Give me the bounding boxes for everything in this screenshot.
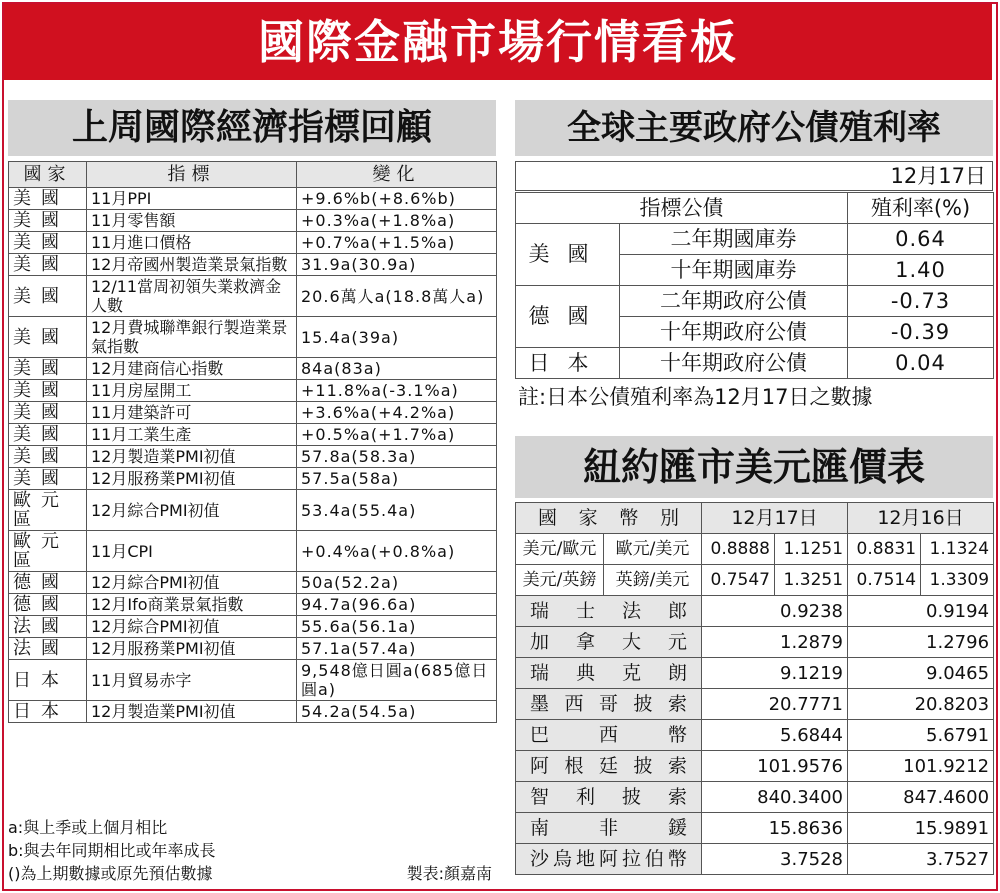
table-row: [9, 531, 497, 572]
row-indicator: 11月零售額: [87, 210, 297, 232]
row-indicator: 12月服務業PMI初值: [87, 638, 297, 660]
fx-value: 1.3309: [921, 565, 994, 596]
fx-value: 0.7547: [702, 565, 775, 596]
bond-yield: -0.39: [848, 317, 994, 348]
row-change: 84a(83a): [297, 358, 497, 380]
fx-rate-date1: 840.3400: [702, 782, 848, 813]
table-row: [9, 594, 497, 616]
fx-row: [516, 720, 994, 751]
fx-rate-date2: 20.8203: [848, 689, 994, 720]
fx-rate-date1: 101.9576: [702, 751, 848, 782]
fx-value: 1.1251: [775, 534, 848, 565]
table-row: [9, 572, 497, 594]
row-indicator: 12月綜合PMI初值: [87, 616, 297, 638]
row-change: 15.4a(39a): [297, 317, 497, 358]
fx-pair: 美元/歐元: [516, 534, 604, 565]
table-row: [9, 402, 497, 424]
row-change: 57.8a(58.3a): [297, 446, 497, 468]
bond-country: 日本: [516, 348, 620, 379]
row-country: 美國: [9, 254, 87, 276]
row-change: 20.6萬人a(18.8萬人a): [297, 276, 497, 317]
header-country: 國家: [9, 162, 87, 188]
row-country: 美國: [9, 380, 87, 402]
bond-header-row: [516, 193, 994, 224]
row-indicator: 11月PPI: [87, 188, 297, 210]
row-country: 法國: [9, 638, 87, 660]
row-indicator: 12月綜合PMI初值: [87, 490, 297, 531]
header-benchmark-bond: 指標公債: [516, 193, 848, 224]
row-indicator: 11月進口價格: [87, 232, 297, 254]
table-row: [9, 188, 497, 210]
row-indicator: 12月Ifo商業景氣指數: [87, 594, 297, 616]
bond-name: 十年期國庫券: [620, 255, 848, 286]
table-row: [9, 276, 497, 317]
table-row: [9, 490, 497, 531]
bond-name: 十年期政府公債: [620, 348, 848, 379]
header-yield: 殖利率(%): [848, 193, 994, 224]
table-row: [9, 701, 497, 723]
bond-yield: 0.64: [848, 224, 994, 255]
row-country: 歐元區: [9, 490, 87, 531]
footnote-a: a:與上季或上個月相比: [8, 818, 168, 837]
row-country: 法國: [9, 616, 87, 638]
table-row: [9, 660, 497, 701]
row-indicator: 11月工業生產: [87, 424, 297, 446]
row-country: 美國: [9, 446, 87, 468]
bond-country: 美國: [516, 224, 620, 286]
row-change: 31.9a(30.9a): [297, 254, 497, 276]
bond-name: 十年期政府公債: [620, 317, 848, 348]
fx-row: [516, 627, 994, 658]
table-row: [9, 616, 497, 638]
row-change: +0.5%a(+1.7%a): [297, 424, 497, 446]
fx-rate-date2: 15.9891: [848, 813, 994, 844]
bond-date: 12月17日: [515, 161, 993, 191]
fx-currency: 瑞 士 法 郎: [516, 596, 702, 627]
row-country: 美國: [9, 468, 87, 490]
row-indicator: 12月費城聯準銀行製造業景氣指數: [87, 317, 297, 358]
fx-currency: 加 拿 大 元: [516, 627, 702, 658]
table-row: [9, 638, 497, 660]
fx-rates-table: [515, 502, 994, 875]
row-country: 德國: [9, 594, 87, 616]
bond-yield: 1.40: [848, 255, 994, 286]
table-row: [9, 232, 497, 254]
table-row: [9, 424, 497, 446]
fx-rate-date1: 1.2879: [702, 627, 848, 658]
row-country: 美國: [9, 317, 87, 358]
fx-pair-row: [516, 534, 994, 565]
row-change: 53.4a(55.4a): [297, 490, 497, 531]
fx-row: [516, 844, 994, 875]
fx-currency: 南 非 鍰: [516, 813, 702, 844]
row-country: 美國: [9, 276, 87, 317]
bond-yield: 0.04: [848, 348, 994, 379]
bond-yields-table: [515, 192, 994, 379]
row-country: 美國: [9, 210, 87, 232]
table-row: [9, 358, 497, 380]
table-row: [9, 210, 497, 232]
economic-indicators-title: 上周國際經濟指標回顧: [8, 100, 496, 156]
fx-rate-date2: 5.6791: [848, 720, 994, 751]
row-country: 日本: [9, 701, 87, 723]
fx-pair-inverse: 歐元/美元: [604, 534, 702, 565]
fx-value: 1.1324: [921, 534, 994, 565]
fx-rate-date1: 9.1219: [702, 658, 848, 689]
fx-rate-date1: 0.9238: [702, 596, 848, 627]
fx-row: [516, 596, 994, 627]
row-country: 美國: [9, 358, 87, 380]
fx-currency: 墨 西 哥 披 索: [516, 689, 702, 720]
row-indicator: 12月服務業PMI初值: [87, 468, 297, 490]
fx-rate-date2: 9.0465: [848, 658, 994, 689]
row-change: +0.7%a(+1.5%a): [297, 232, 497, 254]
fx-rate-date2: 847.4600: [848, 782, 994, 813]
fx-currency: 智 利 披 索: [516, 782, 702, 813]
bond-name: 二年期國庫券: [620, 224, 848, 255]
fx-rate-date2: 0.9194: [848, 596, 994, 627]
header-date-1: 12月17日: [702, 503, 848, 534]
bond-row: [516, 348, 994, 379]
table-row: [9, 446, 497, 468]
row-indicator: 12月製造業PMI初值: [87, 446, 297, 468]
fx-pair: 美元/英鎊: [516, 565, 604, 596]
table-row: [9, 468, 497, 490]
row-change: +0.3%a(+1.8%a): [297, 210, 497, 232]
row-country: 美國: [9, 424, 87, 446]
fx-pair-inverse: 英鎊/美元: [604, 565, 702, 596]
row-indicator: 11月房屋開工: [87, 380, 297, 402]
footnote-paren: ()為上期數據或原先預估數據: [8, 864, 213, 883]
fx-row: [516, 689, 994, 720]
row-change: +0.4%a(+0.8%a): [297, 531, 497, 572]
footnote-b: b:與去年同期相比或年率成長: [8, 841, 216, 860]
row-change: +11.8%a(-3.1%a): [297, 380, 497, 402]
table-header-row: [9, 162, 497, 188]
fx-row: [516, 782, 994, 813]
fx-currency: 沙 烏 地 阿 拉 伯 幣: [516, 844, 702, 875]
row-country: 日本: [9, 660, 87, 701]
row-change: 55.6a(56.1a): [297, 616, 497, 638]
row-change: 50a(52.2a): [297, 572, 497, 594]
row-country: 美國: [9, 232, 87, 254]
fx-value: 0.8831: [848, 534, 921, 565]
fx-rate-date1: 20.7771: [702, 689, 848, 720]
row-indicator: 12月綜合PMI初值: [87, 572, 297, 594]
bond-row: [516, 224, 994, 255]
row-indicator: 12月建商信心指數: [87, 358, 297, 380]
fx-pair-row: [516, 565, 994, 596]
bond-country: 德國: [516, 286, 620, 348]
fx-rate-date1: 5.6844: [702, 720, 848, 751]
bond-row: [516, 286, 994, 317]
economic-indicators-table: [8, 161, 497, 723]
bond-yields-title: 全球主要政府公債殖利率: [515, 100, 993, 156]
row-change: 54.2a(54.5a): [297, 701, 497, 723]
fx-value: 1.3251: [775, 565, 848, 596]
row-indicator: 11月貿易赤字: [87, 660, 297, 701]
fx-currency: 瑞 典 克 朗: [516, 658, 702, 689]
header-indicator: 指標: [87, 162, 297, 188]
row-change: +3.6%a(+4.2%a): [297, 402, 497, 424]
fx-currency: 巴 西 幣: [516, 720, 702, 751]
footnotes: [8, 816, 496, 885]
row-change: 57.1a(57.4a): [297, 638, 497, 660]
row-change: 57.5a(58a): [297, 468, 497, 490]
bond-name: 二年期政府公債: [620, 286, 848, 317]
fx-rate-date1: 15.8636: [702, 813, 848, 844]
header-change: 變化: [297, 162, 497, 188]
row-country: 歐元區: [9, 531, 87, 572]
row-change: 94.7a(96.6a): [297, 594, 497, 616]
bond-footnote: 註:日本公債殖利率為12月17日之數據: [518, 385, 873, 409]
table-credit: 製表:顏嘉南: [406, 864, 492, 883]
bond-yield: -0.73: [848, 286, 994, 317]
row-country: 美國: [9, 402, 87, 424]
fx-rate-date2: 3.7527: [848, 844, 994, 875]
row-change: +9.6%b(+8.6%b): [297, 188, 497, 210]
fx-row: [516, 751, 994, 782]
row-country: 美國: [9, 188, 87, 210]
fx-currency: 阿 根 廷 披 索: [516, 751, 702, 782]
fx-rate-date2: 1.2796: [848, 627, 994, 658]
row-indicator: 11月CPI: [87, 531, 297, 572]
row-indicator: 11月建築許可: [87, 402, 297, 424]
fx-row: [516, 658, 994, 689]
table-row: [9, 254, 497, 276]
table-row: [9, 380, 497, 402]
fx-rates-title: 紐約匯市美元匯價表: [515, 436, 993, 498]
row-country: 德國: [9, 572, 87, 594]
page-banner: 國際金融市場行情看板: [4, 4, 992, 80]
row-change: 9,548億日圓a(685億日圓a): [297, 660, 497, 701]
row-indicator: 12/11當周初領失業救濟金人數: [87, 276, 297, 317]
table-row: [9, 317, 497, 358]
fx-value: 0.8888: [702, 534, 775, 565]
fx-value: 0.7514: [848, 565, 921, 596]
header-date-2: 12月16日: [848, 503, 994, 534]
fx-row: [516, 813, 994, 844]
fx-rate-date2: 101.9212: [848, 751, 994, 782]
row-indicator: 12月帝國州製造業景氣指數: [87, 254, 297, 276]
row-indicator: 12月製造業PMI初值: [87, 701, 297, 723]
fx-header-row: [516, 503, 994, 534]
fx-rate-date1: 3.7528: [702, 844, 848, 875]
header-currency: 國 家 幣 別: [516, 503, 702, 534]
